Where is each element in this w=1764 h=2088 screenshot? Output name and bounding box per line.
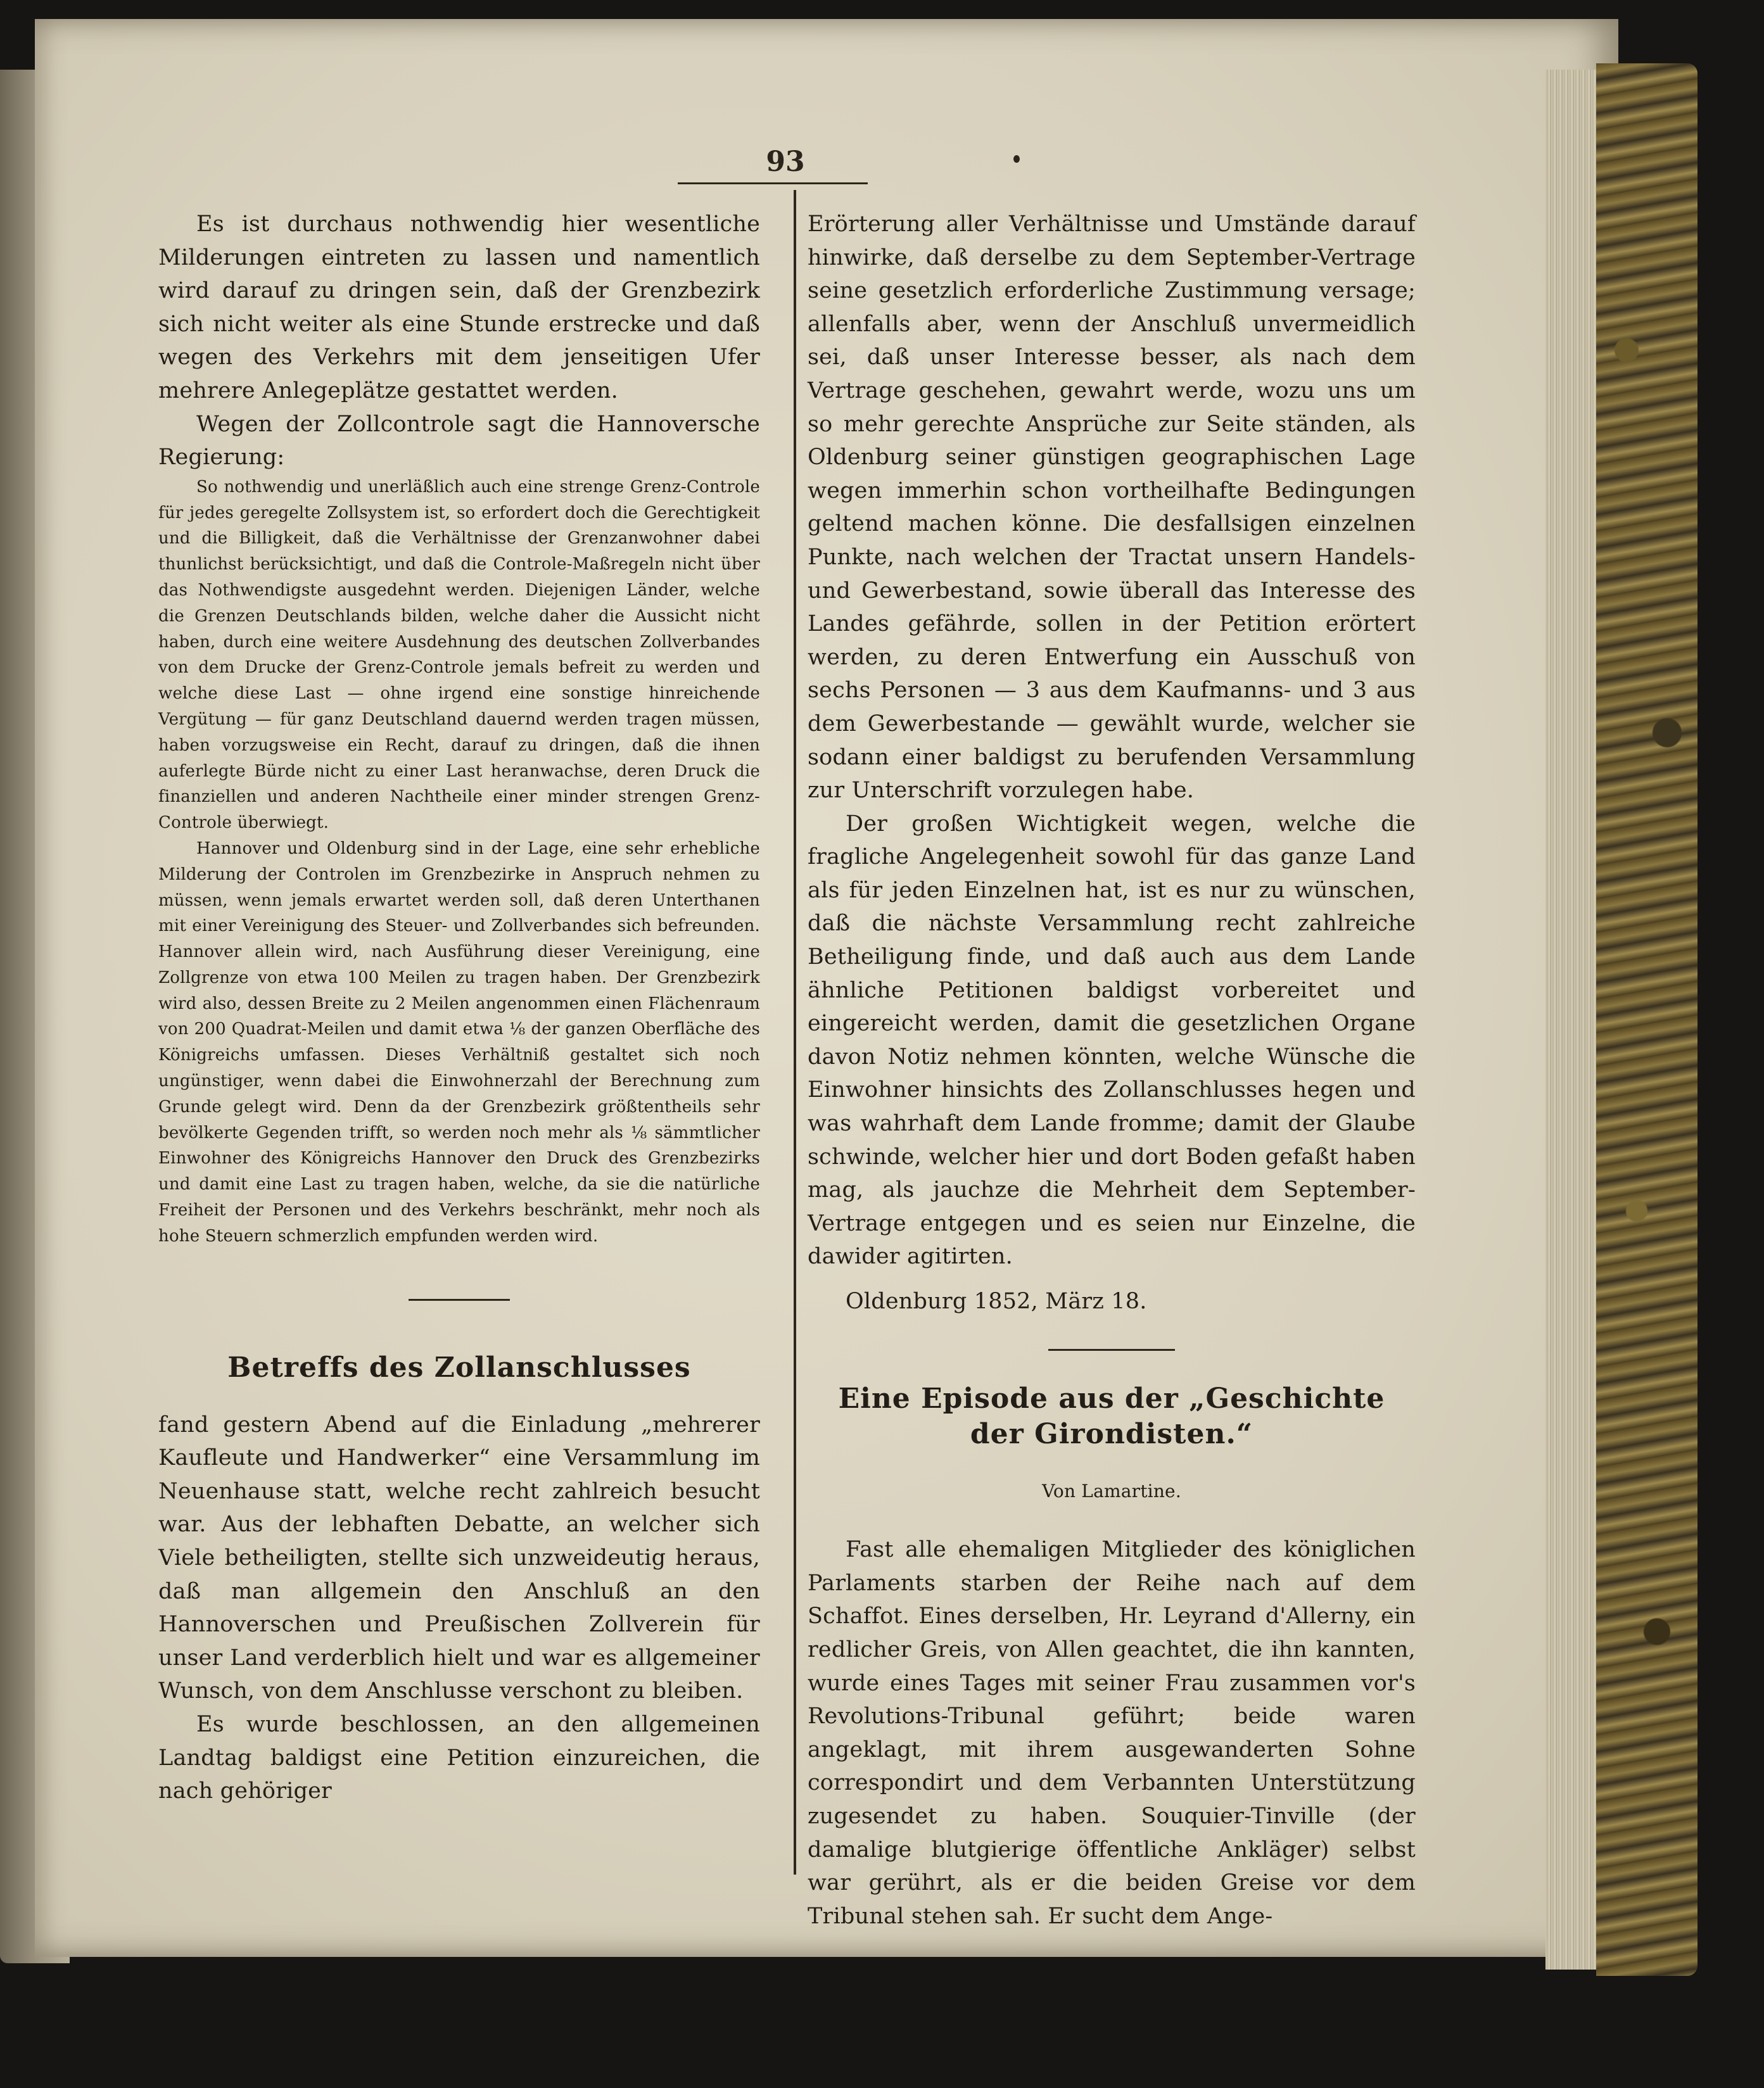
paragraph: Es ist durchaus nothwendig hier wesentliche Milderungen eintreten zu lassen und namentlich wird darauf zu dringen sein, daß der Grenzbezirk sich nicht weiter als eine Stunde erstrecke und daß wegen des Verkehrs mit dem jenseitigen Ufer mehrere Anlegeplätze gestattet werden.: [158, 212, 760, 403]
left-column: [158, 208, 760, 1808]
quote-paragraph: So nothwendig und unerläßlich auch eine strenge Grenz-Controle für jedes geregelte Zollsystem ist, so erfordert doch die Gerechtigkeit und die Billigkeit, daß die Verhältnisse der Grenzanwohner dabei thunlichst berücksichtigt, und daß die Controle-Maßregeln nicht über das Nothwendigste ausgedehnt werden. Diejenigen Länder, welche die Grenzen Deutschlands bilden, welche daher die Aussicht nicht haben, durch eine weitere Ausdehnung des deutschen Zollverbandes von dem Drucke der Grenz-Controle jemals befreit zu werden und welche diese Last — ohne irgend eine sonstige hinreichende Vergütung — für ganz Deutschland dauernd werden tragen müssen, haben vorzugsweise ein Recht, darauf zu dringen, daß die ihnen auferlegte Bürde nicht zu einer Last heranwachse, deren Druck die finanziellen und anderen Nachtheile einer minder strengen Grenz-Controle überwiegt.: [158, 477, 760, 833]
header-rule: [678, 182, 868, 184]
paragraph: Es wurde beschlossen, an den allgemeinen Landtag baldigst eine Petition einzureichen, die nach gehöriger: [158, 1712, 760, 1804]
dateline: Oldenburg 1852, März 18.: [846, 1289, 1147, 1314]
section-separator: [409, 1299, 510, 1301]
paragraph: Erörterung aller Verhältnisse und Umstände darauf hinwirke, daß derselbe zu dem September-Vertrage seine gesetzlich erforderliche Zustimmung versage; allenfalls aber, wenn der Anschluß unvermeidlich sei, daß unser Interesse besser, als nach dem Vertrage geschehen, gewahrt werde, wozu uns um so mehr gerechte Ansprüche zur Seite ständen, als Oldenburg seiner günstigen geographischen Lage wegen immerhin schon vortheilhafte Bedingungen geltend machen könne. Die desfallsigen einzelnen Punkte, nach welchen der Tractat unsern Handels- und Gewerbestand, sowie überall das Interesse des Landes gefährde, sollen in der Petition erörtert werden, zu deren Entwerfung ein Ausschuß von sechs Personen — 3 aus dem Kaufmanns- und 3 aus dem Gewerbestande — gewählt wurde, welcher sie sodann einer baldigst zu berufenden Versammlung zur Unterschrift vorzulegen habe.: [808, 212, 1416, 804]
section-heading: Betreffs des Zollanschlusses: [227, 1351, 691, 1384]
quote-paragraph: Hannover und Oldenburg sind in der Lage, eine sehr erhebliche Milderung der Controlen im Grenzbezirke in Anspruch nehmen zu müssen, wenn jemals erwartet werden soll, daß deren Unterthanen mit einer Vereinigung des Steuer- und Zollverbandes sich befreunden. Hannover allein wird, nach Ausführung dieser Vereinigung, eine Zollgrenze von etwa 100 Meilen zu tragen haben. Der Grenzbezirk wird also, dessen Breite zu 2 Meilen angenommen einen Flächenraum von 200 Quadrat-Meilen und damit etwa ⅛ der ganzen Oberfläche des Königreichs umfassen. Dieses Verhältniß gestaltet sich noch ungünstiger, wenn dabei die Einwohnerzahl der Berechnung zum Grunde gelegt wird. Denn da der Grenzbezirk größtentheils sehr bevölkerte Gegenden trifft, so werden noch mehr als ⅛ sämmtlicher Einwohner des Königreichs Hannover den Druck des Grenzbezirks und damit eine Last zu tragen haben, welche, da sie die natürliche Freiheit der Personen und des Verkehrs beschränkt, mehr noch als hohe Steuern schmerzlich empfunden werden wird.: [158, 838, 760, 1246]
column-divider: [794, 190, 796, 1875]
paragraph: Der großen Wichtigkeit wegen, welche die fragliche Angelegenheit sowohl für das ganze Land als für jeden Einzelnen hat, ist es nur zu wünschen, daß die nächste Versammlung recht zahlreiche Betheiligung finde, und daß auch aus dem Lande ähnliche Petitionen baldigst vorbereitet und eingereicht werden, damit die gesetzlichen Organe davon Notiz nehmen könnten, welche Wünsche die Einwohner hinsichts des Zollanschlusses hegen und was wahrhaft dem Lande fromme; damit der Glaube schwinde, welcher hier und dort Boden gefaßt haben mag, als jauchze die Mehrheit dem September-Vertrage entgegen und es seien nur Einzelne, die dawider agitirten.: [808, 811, 1416, 1270]
right-column: [808, 208, 1416, 1933]
paragraph: Wegen der Zollcontrole sagt die Hannoversche Regierung:: [158, 411, 760, 471]
marbled-cover: [1596, 63, 1697, 1976]
article-heading: Eine Episode aus der „Geschichte der Girondisten.“: [838, 1382, 1385, 1450]
paragraph: fand gestern Abend auf die Einladung „mehrerer Kaufleute und Handwerker“ eine Versammlung im Neuenhause statt, welche recht zahlreich besucht war. Aus der lebhaften Debatte, an welcher sich Viele betheiligten, stellte sich unzweideutig heraus, daß man allgemein den Anschluß an den Hannoverschen und Preußischen Zollverein für unser Land verderblich hielt und war es allgemeiner Wunsch, von dem Anschlusse verschont zu bleiben.: [158, 1412, 760, 1704]
page-number: 93: [766, 146, 805, 178]
byline: Von Lamartine.: [1042, 1480, 1181, 1502]
ink-speck: [1013, 155, 1020, 163]
section-separator: [1048, 1349, 1175, 1351]
paragraph: Fast alle ehemaligen Mitglieder des königlichen Parlaments starben der Reihe nach auf dem Schaffot. Eines derselben, Hr. Leyrand d'Allerny, ein redlicher Greis, von Allen geachtet, die ihn kannten, wurde eines Tages mit seiner Frau zusammen vor's Revolutions-Tribunal geführt; beide waren angeklagt, mit ihrem ausgewanderten Sohne correspondirt und dem Verbannten Unterstützung zugesendet zu haben. Souquier-Tinville (der damalige blutgierige öffentliche Ankläger) selbst war gerührt, als er die beiden Greise vor dem Tribunal stehen sah. Er sucht dem Ange-: [808, 1537, 1416, 1929]
